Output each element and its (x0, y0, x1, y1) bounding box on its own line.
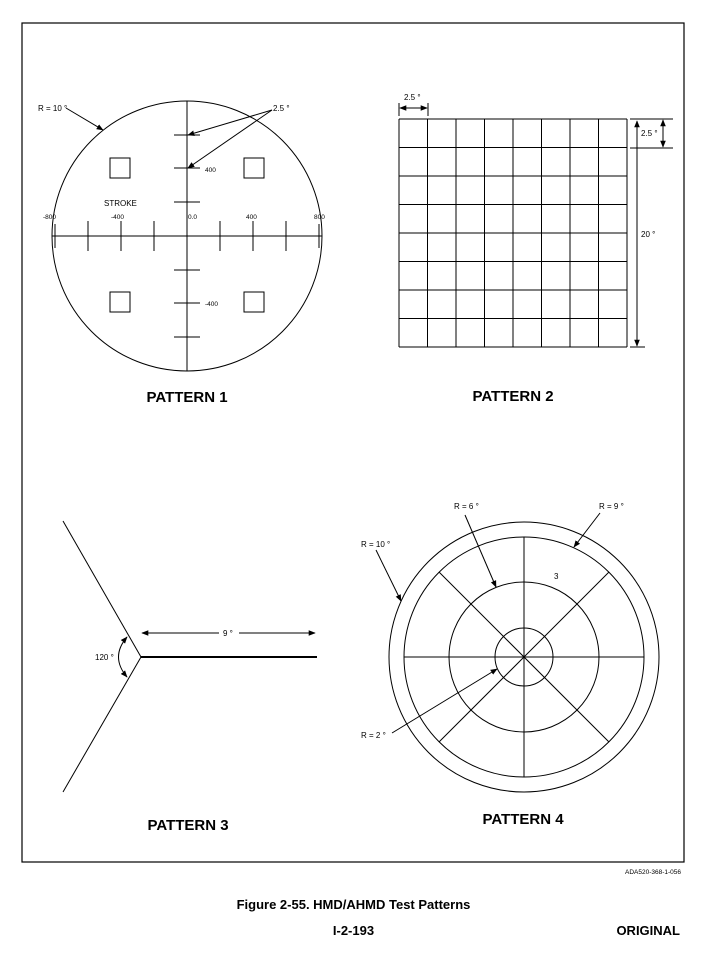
pattern-1-tick-leader-lower (188, 110, 272, 168)
pattern-1-y-tick-label: -400 (205, 301, 219, 308)
pattern-1-square-bottom-right (244, 292, 264, 312)
pattern-1-title: PATTERN 1 (146, 389, 228, 406)
pattern-4-r10-leader (376, 550, 401, 601)
pattern-2-size-label: 20 ° (641, 230, 656, 239)
pattern-1-stroke-label: STROKE (104, 199, 137, 208)
pattern-1-x-tick-label: -800 (43, 214, 57, 221)
pattern-1-y-tick-label: 400 (205, 167, 216, 174)
pattern-1-tick-label: 2.5 ° (273, 104, 290, 113)
pattern-2-cell-label-top: 2.5 ° (404, 93, 421, 102)
pattern-3-length-label: 9 ° (223, 629, 233, 638)
pattern-3 (63, 521, 317, 834)
pattern-4-r9-leader (574, 513, 600, 547)
pattern-1-square-top-right (244, 158, 264, 178)
pattern-4-spokes (404, 537, 644, 777)
pattern-1-x-tick-label: 0.0 (188, 214, 198, 221)
pattern-3-upper-arm (63, 521, 141, 657)
pattern-3-angle-arc (119, 637, 128, 677)
pattern-4-r9-label: R = 9 ° (599, 502, 624, 511)
pattern-2 (399, 93, 673, 405)
pattern-1-x-tick-label: 400 (246, 214, 257, 221)
pattern-3-lower-arm (63, 657, 141, 792)
pattern-2-title: PATTERN 2 (472, 388, 554, 405)
pattern-1-x-tick-label: 800 (314, 214, 325, 221)
pattern-3-title: PATTERN 3 (147, 817, 229, 834)
figure-border (22, 23, 684, 862)
pattern-4-r6-label: R = 6 ° (454, 502, 479, 511)
pattern-4-inner-label: 3 (554, 572, 559, 581)
figure-caption: Figure 2-55. HMD/AHMD Test Patterns (236, 897, 471, 912)
pattern-2-grid (399, 119, 627, 347)
pattern-3-angle-label: 120 ° (95, 653, 114, 662)
pattern-2-cell-label-right: 2.5 ° (641, 129, 658, 138)
figure-code: ADA520-368-1-056 (624, 869, 681, 876)
pattern-1-square-top-left (110, 158, 130, 178)
pattern-4-r2-leader (392, 669, 497, 733)
pattern-4-r2-label: R = 2 ° (361, 731, 386, 740)
pattern-1-radius-label: R = 10 ° (38, 104, 68, 113)
pattern-1-square-bottom-left (110, 292, 130, 312)
pattern-4-r10-label: R = 10 ° (361, 540, 391, 549)
page-number: I-2-193 (332, 923, 375, 938)
document-status: ORIGINAL (616, 923, 680, 938)
pattern-1-radius-leader (66, 108, 103, 130)
pattern-1-x-tick-label: -400 (111, 214, 125, 221)
pattern-4-title: PATTERN 4 (482, 811, 564, 828)
pattern-1 (38, 101, 325, 406)
pattern-4 (361, 502, 659, 828)
